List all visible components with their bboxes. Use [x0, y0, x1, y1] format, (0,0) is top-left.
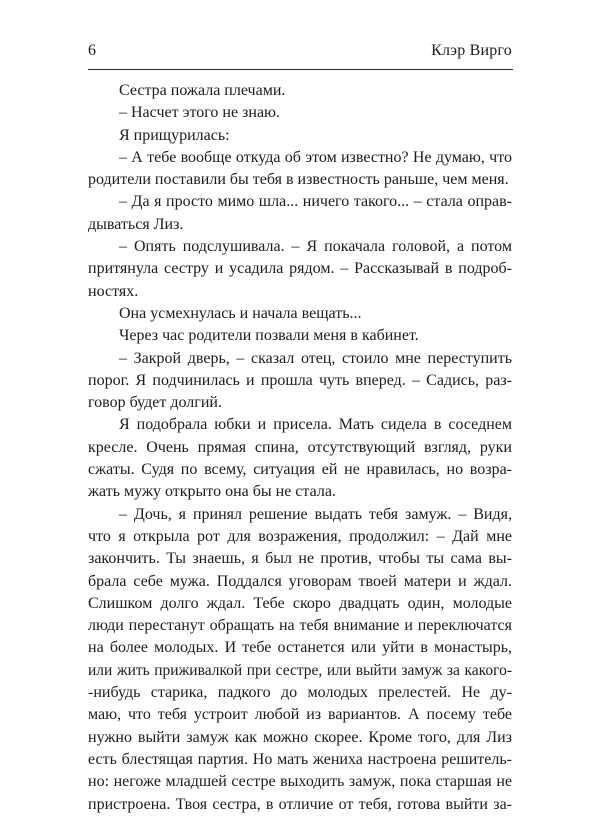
page-number: 6 — [88, 42, 96, 59]
text-line: есть блестящая партия. Но мать жениха настроена решитель- — [88, 750, 512, 768]
text-line: закончить. Ты знаешь, я был не против, чтобы ты сама вы- — [88, 550, 512, 568]
text-line: жать мужу открыто она бы не стала. — [88, 483, 336, 501]
text-line: Я подобрала юбки и присела. Мать сидела в соседнем — [119, 416, 512, 434]
text-line: – Дочь, я принял решение выдать тебя замуж. – Видя, — [119, 505, 512, 523]
text-line: порог. Я подчинилась и прошла чуть вперед. – Садись, раз- — [88, 371, 512, 389]
text-line: – Да я просто мимо шла... ничего такого... – стала оправ- — [119, 193, 512, 211]
text-line: на более молодых. И тебе останется или уйти в монастырь, — [88, 639, 512, 657]
text-line: маю, что тебя устроит любой из вариантов. А посему тебе — [88, 706, 512, 724]
running-title: Клэр Вирго — [431, 42, 512, 59]
text-line: сжаты. Судя по всему, ситуация ей не нравилась, но возра- — [88, 461, 512, 479]
text-line: – Насчет этого не знаю. — [119, 104, 280, 122]
text-line: говор будет долгий. — [88, 394, 222, 412]
text-line: люди перестанут обращать на тебя внимание и переключатся — [88, 617, 512, 635]
body-text — [88, 80, 512, 816]
text-line: притянула сестру и усадила рядом. – Рассказывай в подроб- — [88, 260, 512, 278]
text-line: – Опять подслушивала. – Я покачала головой, а потом — [119, 238, 512, 256]
text-line: – Закрой дверь, – сказал отец, стоило мне переступить — [119, 349, 512, 367]
text-line: Сестра пожала плечами. — [119, 82, 286, 99]
text-line: дываться Лиз. — [88, 215, 184, 233]
text-line: кресле. Очень прямая спина, отсутствующий взгляд, руки — [88, 438, 512, 456]
text-line: ностях. — [88, 282, 139, 300]
header-rule — [88, 69, 513, 70]
text-line: – А тебе вообще откуда об этом известно? Не думаю, что — [119, 148, 512, 166]
text-line: -нибудь старика, падкого до молодых прелестей. Не ду- — [88, 684, 512, 702]
text-line: Слишком долго ждал. Тебе скоро двадцать один, молодые — [88, 594, 512, 612]
text-line: Я прищурилась: — [119, 126, 230, 144]
running-header — [88, 41, 512, 61]
text-line: или жить приживалкой при сестре, или выйти замуж за какого- — [88, 661, 512, 679]
text-line: родители поставили бы тебя в известность раньше, чем меня. — [88, 171, 509, 189]
text-line: пристроена. Твоя сестра, в отличие от тебя, готова выйти за- — [88, 795, 512, 813]
text-line: что я открыла рот для возражения, продолжил: – Дай мне — [88, 527, 512, 545]
text-line: но: негоже младшей сестре выходить замуж, пока старшая не — [88, 773, 512, 791]
text-line: брала себе мужа. Поддался уговорам твоей матери и ждал. — [88, 572, 512, 590]
text-line: Она усмехнулась и начала вещать... — [119, 304, 362, 322]
text-line: нужно выйти замуж как можно скорее. Кроме того, для Лиз — [88, 728, 512, 746]
text-line: Через час родители позвали меня в кабинет. — [119, 327, 419, 345]
